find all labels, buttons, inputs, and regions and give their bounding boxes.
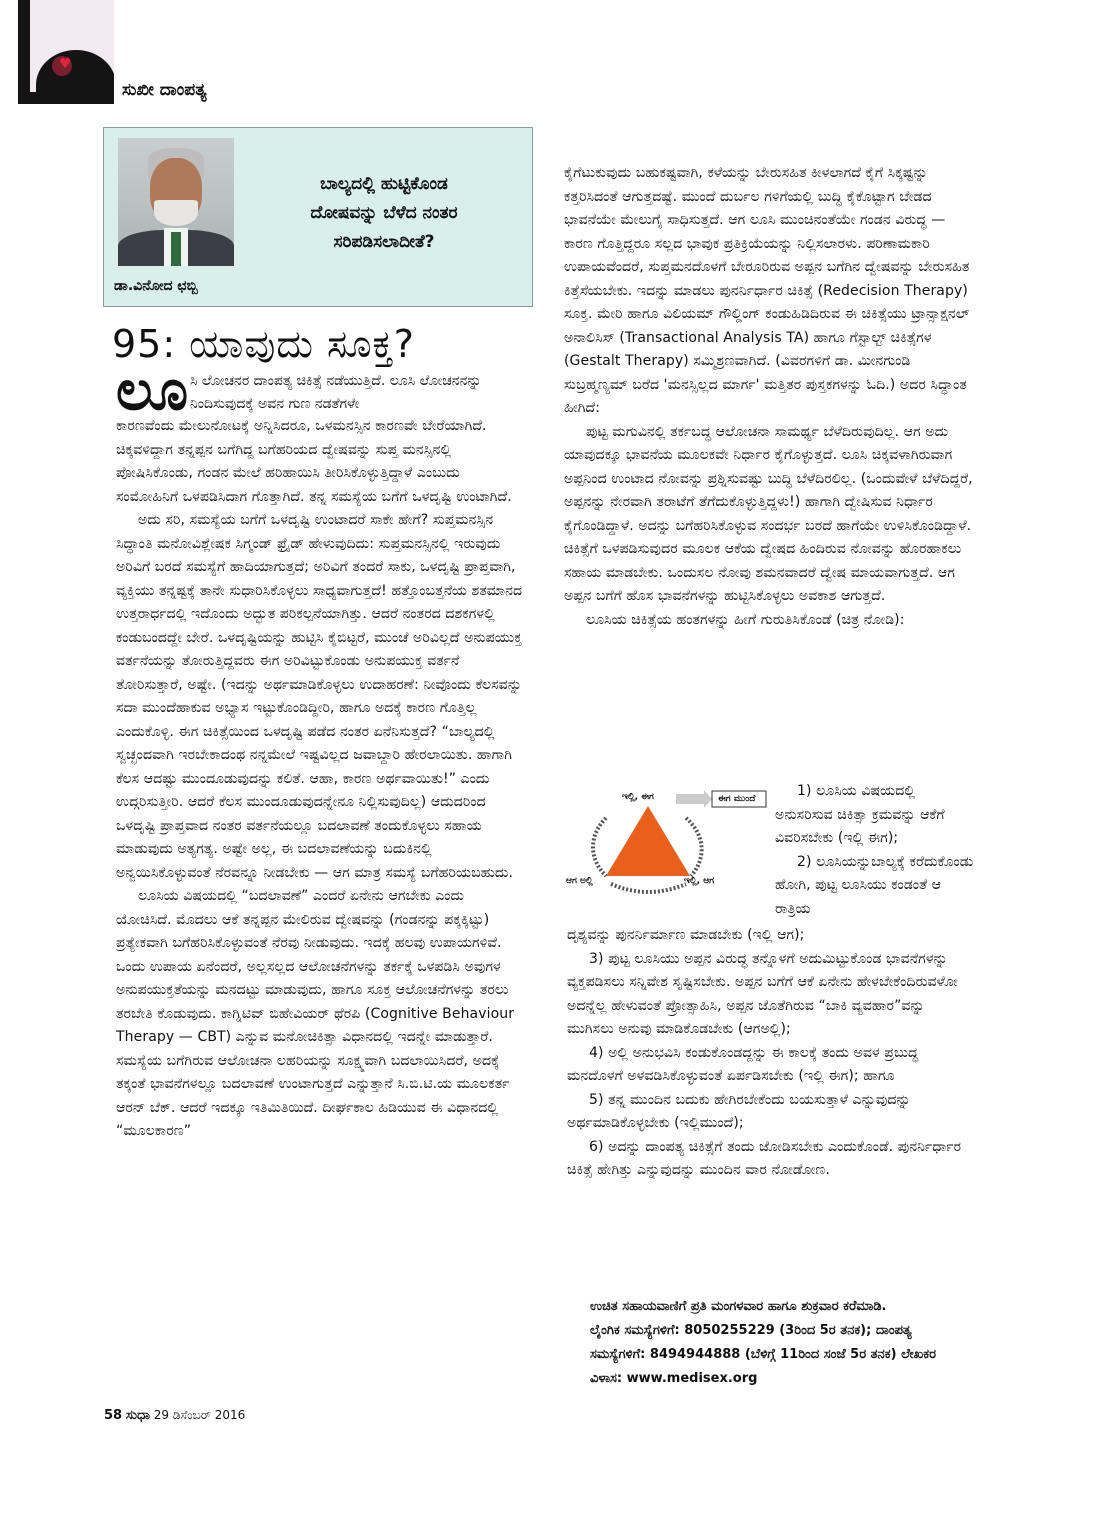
heart-icon: ♥ (59, 56, 72, 72)
diagram-label-top: ಇಲ್ಲಿ, ಈಗ (622, 792, 654, 802)
step-item: ದೃಶ್ಯವನ್ನು ಪುನರ್ನಿರ್ಮಾಣ ಮಾಡಬೇಕು (ಇಲ್ಲಿ ಆಗ); (567, 927, 805, 943)
helpline-info: ಉಚಿತ ಸಹಾಯವಾಣಿಗೆ ಪ್ರತಿ ಮಂಗಳವಾರ ಹಾಗೂ ಶುಕ್ರವಾರ ಕರೆಮಾಡಿ. ಲೈಂಗಿಕ ಸಮಸ್ಯೆಗಳಿಗೆ: 8050255229 (3ರಿಂದ 5ರ ತನಕ); ದಾಂಪತ್ಯ ಸಮಸ್ಯೆಗಳಿಗೆ: 8494944888 (ಬೆಳಿಗ್ಗೆ 11ರಿಂದ ಸಂಜೆ 5ರ ತನಕ) ಲೇಖಕರ ವಿಳಾಸ: www.medisex.org (590, 1299, 936, 1386)
first-line: ಸಿ ಲೋಚನರ ದಾಂಪತ್ಯ ಚಿಕಿತ್ಸೆ ನಡೆಯುತ್ತಿದೆ. ಲೂಸಿ ಲೋಚನನನ್ನು ನಿಂದಿಸುವುದಕ್ಕೆ ಅವನ ಗುಣ ನಡತೆಗಳೇ (190, 373, 482, 412)
paragraph: ಲೂಸಿಯ ವಿಷಯದಲ್ಲಿ “ಬದಲಾವಣೆ” ಎಂದರೆ ಏನೇನು ಆಗಬೇಕು ಎಂದು ಯೋಚಿಸಿದೆ. ಮೊದಲು ಆಕೆ ತನ್ನಪ್ಪನ ಮೇಲಿರುವ ದ್ವೇಷವನ್ನು (ಗಂಡನನ್ನು ಪಕ್ಕಕ್ಕಿಟ್ಟು) ಪ್ರತ್ಯೇಕವಾಗಿ ಬಗೆಹರಿಸಿಕೊಳ್ಳುವಂತೆ ನೆರವು ನೀಡುವುದು. ಇದಕ್ಕೆ ಹಲವು ಉಪಾಯಗಳಿವೆ. ಒಂದು ಉಪಾಯ ಏನೆಂದರೆ, ಅಲ್ಲಸಲ್ಲದ ಆಲೋಚನೆಗಳನ್ನು ತರ್ಕಕ್ಕೆ ಒಳಪಡಿಸಿ ಅವುಗಳ ಅನುಪಯುಕ್ತತೆಯನ್ನು ಮನದಟ್ಟು ಮಾಡುವುದು, ಹಾಗೂ ಸೂಕ್ತ ಆಲೋಚನೆಗಳನ್ನು ತರಲು ತರಬೇತಿ ಕೊಡುವುದು. ಕಾಗ್ನಿಟಿವ್ ಬಿಹೇವಿಯರ್ ಥೆರಪಿ (Cognitive Behaviour Therapy — CBT) ಎನ್ನುವ ಮನೋಚಿಕಿತ್ಸಾ ವಿಧಾನದಲ್ಲಿ ಇದನ್ನೇ ಮಾಡುತ್ತಾರೆ. ಸಮಸ್ಯೆಯ ಬಗೆಗಿರುವ ಆಲೋಚನಾ ಲಹರಿಯನ್ನು ಸೂಕ್ಷ್ಮವಾಗಿ ಬದಲಾಯಿಸಿದರೆ, ಅದಕ್ಕೆ ತಕ್ಕಂತೆ ಭಾವನೆಗಳಲ್ಲೂ ಬದಲಾವಣೆ ಉಂಟಾಗುತ್ತದೆ ಎನ್ನುತ್ತಾನೆ ಸಿ.ಬಿ.ಟಿ.ಯ ಮೂಲಕರ್ತ ಆರನ್ ಬೆಕ್. ಆದರೆ ಇದಕ್ಕೂ ಇತಿಮಿತಿಯಿದೆ. ದೀರ್ಘಕಾಲ ಹಿಡಿಯುವ ಈ ವಿಧಾನದಲ್ಲಿ “ಮೂಲಕಾರಣ” (116, 888, 515, 1139)
page-footer (104, 1408, 245, 1423)
paragraph: ಲೂಸಿಯ ಚಿಕಿತ್ಸೆಯ ಹಂತಗಳನ್ನು ಹೀಗೆ ಗುರುತಿಸಿಕೊಂಡೆ (ಚಿತ್ರ ನೋಡಿ): (586, 611, 905, 628)
drop-cap: ಲೂ (116, 357, 189, 423)
page-number: 58 (104, 1408, 123, 1423)
diagram-label-box: ಈಗ ಮುಂದೆ (718, 794, 756, 804)
diagram-label-left: ಆಗ ಅಲ್ಲಿ (566, 876, 593, 886)
step-item: 2) ಲೂಸಿಯನ್ನುಬಾಲ್ಯಕ್ಕೆ ಕರೆದುಕೊಂಡು ಹೋಗಿ, ಪುಟ್ಟ ಲೂಸಿಯು ಕಂಡಂತೆ ಆ ರಾತ್ರಿಯ (775, 853, 974, 917)
right-column (564, 162, 976, 632)
magazine-name: ಸುಧಾ (125, 1408, 150, 1423)
section-title: ಸುಖೀ ದಾಂಪತ್ಯ (122, 80, 207, 100)
diagram-label-right: ಇಲ್ಲಿ, ಆಗ (684, 876, 715, 886)
step-item: 4) ಅಲ್ಲಿ ಅನುಭವಿಸಿ ಕಂಡುಕೊಂಡದ್ದನ್ನು ಈ ಕಾಲಕ್ಕೆ ತಂದು ಅವಳ ಪ್ರಬುದ್ಧ ಮನದೊಳಗೆ ಅಳವಡಿಸಿಕೊಳ್ಳುವಂತೆ ಏರ್ಪಡಿಸಬೇಕು (ಇಲ್ಲಿ ಈಗ); ಹಾಗೂ (567, 1044, 919, 1084)
therapy-cycle-diagram (566, 788, 770, 898)
steps-side-column (775, 780, 975, 921)
article-teaser: ಬಾಲ್ಯದಲ್ಲಿ ಹುಟ್ಟಿಕೊಂಡ ದೋಷವನ್ನು ಬೆಳೆದ ನಂತರ ಸರಿಪಡಿಸಲಾದೀತೆ? (310, 174, 458, 252)
step-item: 3) ಪುಟ್ಟ ಲೂಸಿಯು ಅಪ್ಪನ ವಿರುದ್ಧ ತನ್ನೊಳಗೆ ಅದುಮಿಟ್ಟುಕೊಂಡ ಭಾವನೆಗಳನ್ನು ವ್ಯಕ್ತಪಡಿಸಲು ಸನ್ನಿವೇಶ ಸೃಷ್ಟಿಸಬೇಕು. ಅಪ್ಪನ ಬಗೆಗೆ ಆಕೆ ಏನೇನು ಹೇಳಬೇಕೆಂದಿರುವಳೋ ಅದನ್ನೆಲ್ಲ ಹೇಳುವಂತೆ ಪ್ರೋತ್ಸಾಹಿಸಿ, ಅಪ್ಪನ ಜೊತೆಗಿರುವ “ಬಾಕಿ ವ್ಯವಹಾರ”ವನ್ನು ಮುಗಿಸಲು ಅನುವು ಮಾಡಿಕೊಡಬೇಕು (ಆಗಅಲ್ಲಿ); (567, 950, 958, 1037)
step-item: 5) ತನ್ನ ಮುಂದಿನ ಬದುಕು ಹೇಗಿರಬೇಕೆಂದು ಬಯಸುತ್ತಾಳೆ ಎನ್ನುವುದನ್ನು ಅರ್ಥಮಾಡಿಕೊಳ್ಳಬೇಕು (ಇಲ್ಲಿಮುಂದೆ); (567, 1091, 911, 1131)
magazine-section-logo (18, 0, 114, 104)
paragraph: ಪುಟ್ಟ ಮಗುವಿನಲ್ಲಿ ತರ್ಕಬದ್ಧ ಆಲೋಚನಾ ಸಾಮರ್ಥ್ಯ ಬೆಳೆದಿರುವುದಿಲ್ಲ. ಆಗ ಅದು ಯಾವುದಕ್ಕೂ ಭಾವನೆಯ ಮೂಲಕವೇ ನಿರ್ಧಾರ ಕೈಗೊಳ್ಳುತ್ತದೆ. ಲೂಸಿ ಚಿಕ್ಕವಳಾಗಿರುವಾಗ ಅಪ್ಪನಿಂದ ಉಂಟಾದ ನೋವನ್ನು ಪ್ರಶ್ನಿಸುವಷ್ಟು ಬುದ್ಧಿ ಬೆಳೆದಿರಲಿಲ್ಲ. (ಒಂದುವೇಳೆ ಬೆಳೆದಿದ್ದರೆ, ಅಪ್ಪನನ್ನು ನೇರವಾಗಿ ತರಾಟೆಗೆ ತೆಗೆದುಕೊಳ್ಳುತ್ತಿದ್ದಳು!) ಹಾಗಾಗಿ ದ್ವೇಷಿಸುವ ನಿರ್ಧಾರ ಕೈಗೊಂಡಿದ್ದಾಳೆ. ಅದನ್ನು ಬಗೆಹರಿಸಿಕೊಳ್ಳುವ ಸಂದರ್ಭ ಬರದೆ ಹಾಗೆಯೇ ಉಳಿಸಿಕೊಂಡಿದ್ದಾಳೆ. ಚಿಕಿತ್ಸೆಗೆ ಒಳಪಡಿಸುವುದರ ಮೂಲಕ ಆಕೆಯ ದ್ವೇಷದ ಹಿಂದಿರುವ ನೋವನ್ನು ಹೊರಹಾಕಲು ಸಹಾಯ ಮಾಡಬೇಕು. ಒಂದುಸಲ ನೋವು ಶಮನವಾದರೆ ದ್ವೇಷ ಮಾಯವಾಗುತ್ತದೆ. ಆಗ ಅಪ್ಪನ ಬಗೆಗೆ ಹೊಸ ಭಾವನೆಗಳನ್ನು ಹುಟ್ಟಿಸಿಕೊಳ್ಳಲು ಅವಕಾಶ ಆಗುತ್ತದೆ. (564, 423, 973, 604)
step-item: 1) ಲೂಸಿಯ ವಿಷಯದಲ್ಲಿ ಅನುಸರಿಸುವ ಚಿಕಿತ್ಸಾ ಕ್ರಮವನ್ನು ಆಕೆಗೆ ವಿವರಿಸಬೇಕು (ಇಲ್ಲಿ ಈಗ); (775, 783, 945, 846)
author-photo (118, 138, 234, 266)
article-title: 95: ಯಾವುದು ಸೂಕ್ತ? (112, 322, 415, 366)
paragraph: ಕೈಗೆಟುಕುವುದು ಬಹುಕಷ್ಟವಾಗಿ, ಕಳೆಯನ್ನು ಬೇರುಸಹಿತ ಕೀಳಲಾಗದೆ ಕೈಗೆ ಸಿಕ್ಕಷ್ಟನ್ನು ಕತ್ತರಿಸಿದಂತೆ ಆಗುತ್ತದಷ್ಟೆ. ಮುಂದೆ ದುರ್ಬಲ ಗಳಿಗೆಯಲ್ಲಿ ಬುದ್ಧಿ ಕೈಕೊಟ್ಟಾಗ ಬೇಡದ ಭಾವನೆಯೇ ಮೇಲುಗೈ ಸಾಧಿಸುತ್ತದೆ. ಆಗ ಲೂಸಿ ಮುಂಚಿನಂತೆಯೇ ಗಂಡನ ವಿರುದ್ಧ — ಕಾರಣ ಗೊತ್ತಿದ್ದರೂ ಸಲ್ಲದ ಭಾವುಕ ಪ್ರತಿಕ್ರಿಯೆಯನ್ನು ನಿಲ್ಲಿಸಲಾರಳು. ಪರಿಣಾಮಕಾರಿ ಉಪಾಯವೆಂದರೆ, ಸುಪ್ತಮನದೊಳಗೆ ಬೇರೂರಿರುವ ಅಪ್ಪನ ಬಗೆಗಿನ ದ್ವೇಷವನ್ನು ಬೇರುಸಹಿತ ಕಿತ್ತೆಸೆಯಬೇಕು. ಇದನ್ನು ಮಾಡಲು ಪುನರ್ನಿರ್ಧಾರ ಚಿಕಿತ್ಸೆ (Redecision Therapy) ಸೂಕ್ತ. ಮೇರಿ ಹಾಗೂ ವಿಲಿಯಮ್ ಗೌಲ್ಡಿಂಗ್ ಕಂಡುಹಿಡಿದಿರುವ ಈ ಚಿಕಿತ್ಸೆಯು ಟ್ರಾನ್ಸಾಕ್ಷನಲ್ ಅನಾಲಿಸಿಸ್ (Transactional Analysis TA) ಹಾಗೂ ಗೆಸ್ಟಾಲ್ಟ್ ಚಿಕಿತ್ಸೆಗಳ (Gestalt Therapy) ಸಮ್ಮಿಶ್ರಣವಾಗಿದೆ. (ವಿವರಗಳಿಗೆ ಡಾ. ಮೀನಗುಂಡಿ ಸುಬ್ರಹ್ಮಣ್ಯಮ್ ಬರೆದ 'ಮನಸ್ಸಿಲ್ಲದ ಮಾರ್ಗ' ಮತ್ತಿತರ ಪುಸ್ತಕಗಳನ್ನು ಓದಿ.) ಅದರ ಸಿದ್ಧಾಂತ ಹೀಗಿದೆ: (564, 165, 970, 416)
author-box (103, 127, 533, 307)
steps-column (567, 924, 975, 1183)
paragraph: ಕಾರಣವೆಂದು ಮೇಲುನೋಟಕ್ಕೆ ಅನ್ನಿಸಿದರೂ, ಒಳಮನಸ್ಸಿನ ಕಾರಣವೇ ಬೇರೆಯಾಗಿದೆ. ಚಿಕ್ಕವಳಿದ್ದಾಗ ತನ್ನಪ್ಪನ ಬಗೆಗಿದ್ದ ಬಗೆಹರಿಯದ ದ್ವೇಷವನ್ನು ಸುಪ್ತ ಮನಸ್ಸಿನಲ್ಲಿ ಪೋಷಿಸಿಕೊಂಡು, ಗಂಡನ ಮೇಲೆ ಹರಿಹಾಯಿಸಿ ತೀರಿಸಿಕೊಳ್ಳುತ್ತಿದ್ದಾಳೆ ಎಂಬುದು ಸಂಮೋಹಿನಿಗೆ ಒಳಪಡಿಸಿದಾಗ ಗೊತ್ತಾಗಿದೆ. ತನ್ನ ಸಮಸ್ಯೆಯ ಬಗೆಗೆ ಒಳದೃಷ್ಟಿ ಉಂಟಾಗಿದೆ. (116, 418, 512, 505)
author-name: ಡಾ.ವಿನೋದ ಛಬ್ಬಿ (114, 278, 198, 294)
paragraph: ಅದು ಸರಿ, ಸಮಸ್ಯೆಯ ಬಗೆಗೆ ಒಳದೃಷ್ಟಿ ಉಂಟಾದರೆ ಸಾಕೇ ಹೇಗೆ? ಸುಪ್ತಮನಸ್ಸಿನ ಸಿದ್ಧಾಂತಿ ಮನೋವಿಶ್ಲೇಷಕ ಸಿಗ್ಮಂಡ್ ಫ್ರೈಡ್ ಹೇಳುವುದಿದು: ಸುಪ್ತಮನಸ್ಸಿನಲ್ಲಿ ಇರುವುದು ಅರಿವಿಗೆ ಬರದೆ ಸಮಸ್ಯೆಗೆ ಹಾದಿಯಾಗುತ್ತದೆ; ಅರಿವಿಗೆ ತಂದರೆ ಸಾಕು, ಒಳದೃಷ್ಟಿ ಪ್ರಾಪ್ತವಾಗಿ, ವ್ಯಕ್ತಿಯು ತನ್ನಷ್ಟಕ್ಕೆ ತಾನೇ ಸುಧಾರಿಸಿಕೊಳ್ಳಲು ಸಾಧ್ಯವಾಗುತ್ತದೆ! ಹತ್ತೊಂಬತ್ತನೆಯ ಶತಮಾನದ ಉತ್ತರಾರ್ಧದಲ್ಲಿ ಇದೊಂದು ಅದ್ಭುತ ಪರಿಕಲ್ಪನೆಯಾಗಿತ್ತು. ಆದರೆ ನಂತರದ ದಶಕಗಳಲ್ಲಿ ಕಂಡುಬಂದದ್ದೇ ಬೇರೆ. ಒಳದೃಷ್ಟಿಯನ್ನು ಹುಟ್ಟಿಸಿ ಕೈಬಿಟ್ಟರೆ, ಮುಂಚೆ ಅರಿವಿಲ್ಲದೆ ಅನುಪಯುಕ್ತ ವರ್ತನೆಯನ್ನು ತೋರುತ್ತಿದ್ದವರು ಈಗ ಅರಿವಿಟ್ಟುಕೊಂಡು ಅನುಪಯುಕ್ತ ವರ್ತನೆ ತೋರಿಸುತ್ತಾರೆ, ಅಷ್ಟೇ. (ಇದನ್ನು ಅರ್ಥಮಾಡಿಕೊಳ್ಳಲು ಉದಾಹರಣೆ: ನೀವೊಂದು ಕೆಲಸವನ್ನು ಸದಾ ಮುಂದೆಹಾಕುವ ಅಭ್ಯಾಸ ಇಟ್ಟುಕೊಂಡಿದ್ದೀರಿ, ಹಾಗೂ ಅದಕ್ಕೆ ಕಾರಣ ಗೊತ್ತಿಲ್ಲ ಎಂದುಕೊಳ್ಳಿ. ಈಗ ಚಿಕಿತ್ಸೆಯಿಂದ ಒಳದೃಷ್ಟಿ ಪಡೆದ ನಂತರ ಏನೆನಿಸುತ್ತದೆ? “ಬಾಲ್ಯದಲ್ಲಿ ಸ್ವಚ್ಛಂದವಾಗಿ ಇರಬೇಕಾದಂಥ ನನ್ನಮೇಲೆ ಇಷ್ಟವಿಲ್ಲದ ಜವಾಬ್ದಾರಿ ಹೇರಲಾಯಿತು. ಹಾಗಾಗಿ ಕೆಲಸ ಆದಷ್ಟು ಮುಂದೂಡುವುದನ್ನು ಕಲಿತೆ. ಆಹಾ, ಕಾರಣ ಅರ್ಥವಾಯಿತು!” ಎಂದು ಉದ್ಗರಿಸುತ್ತೀರಿ. ಆದರೆ ಕೆಲಸ ಮುಂದೂಡುವುದನ್ನೇನೂ ನಿಲ್ಲಿಸುವುದಿಲ್ಲ) ಆದುದರಿಂದ ಒಳದೃಷ್ಟಿ ಪ್ರಾಪ್ತವಾದ ನಂತರ ವರ್ತನೆಯಲ್ಲೂ ಬದಲಾವಣೆ ತಂದುಕೊಳ್ಳಲು ಸಹಾಯ ಮಾಡುವುದು ಅತ್ಯಗತ್ಯ. ಅಷ್ಟೇ ಅಲ್ಲ, ಈ ಬದಲಾವಣೆಯನ್ನು ಬದುಕಿನಲ್ಲಿ ಅನ್ವಯಿಸಿಕೊಳ್ಳುವಂತೆ ನೆರವನ್ನೂ ನೀಡಬೇಕು — ಆಗ ಮಾತ್ರ ಸಮಸ್ಯೆ ಬಗೆಹರಿಯಬಹುದು. (116, 512, 523, 881)
step-item: 6) ಅದನ್ನು ದಾಂಪತ್ಯ ಚಿಕಿತ್ಸೆಗೆ ತಂದು ಜೋಡಿಸಬೇಕು ಎಂದುಕೊಂಡೆ. ಪುನರ್ನಿರ್ಧಾರ ಚಿಕಿತ್ಸೆ ಹೇಗಿತ್ತು ಎನ್ನುವುದನ್ನು ಮುಂದಿನ ವಾರ ನೋಡೋಣ. (567, 1138, 962, 1178)
triangle-shape (606, 806, 690, 876)
issue-date: 29 ಡಿಸೆಂಬರ್ 2016 (153, 1408, 246, 1422)
left-column (116, 415, 524, 1144)
